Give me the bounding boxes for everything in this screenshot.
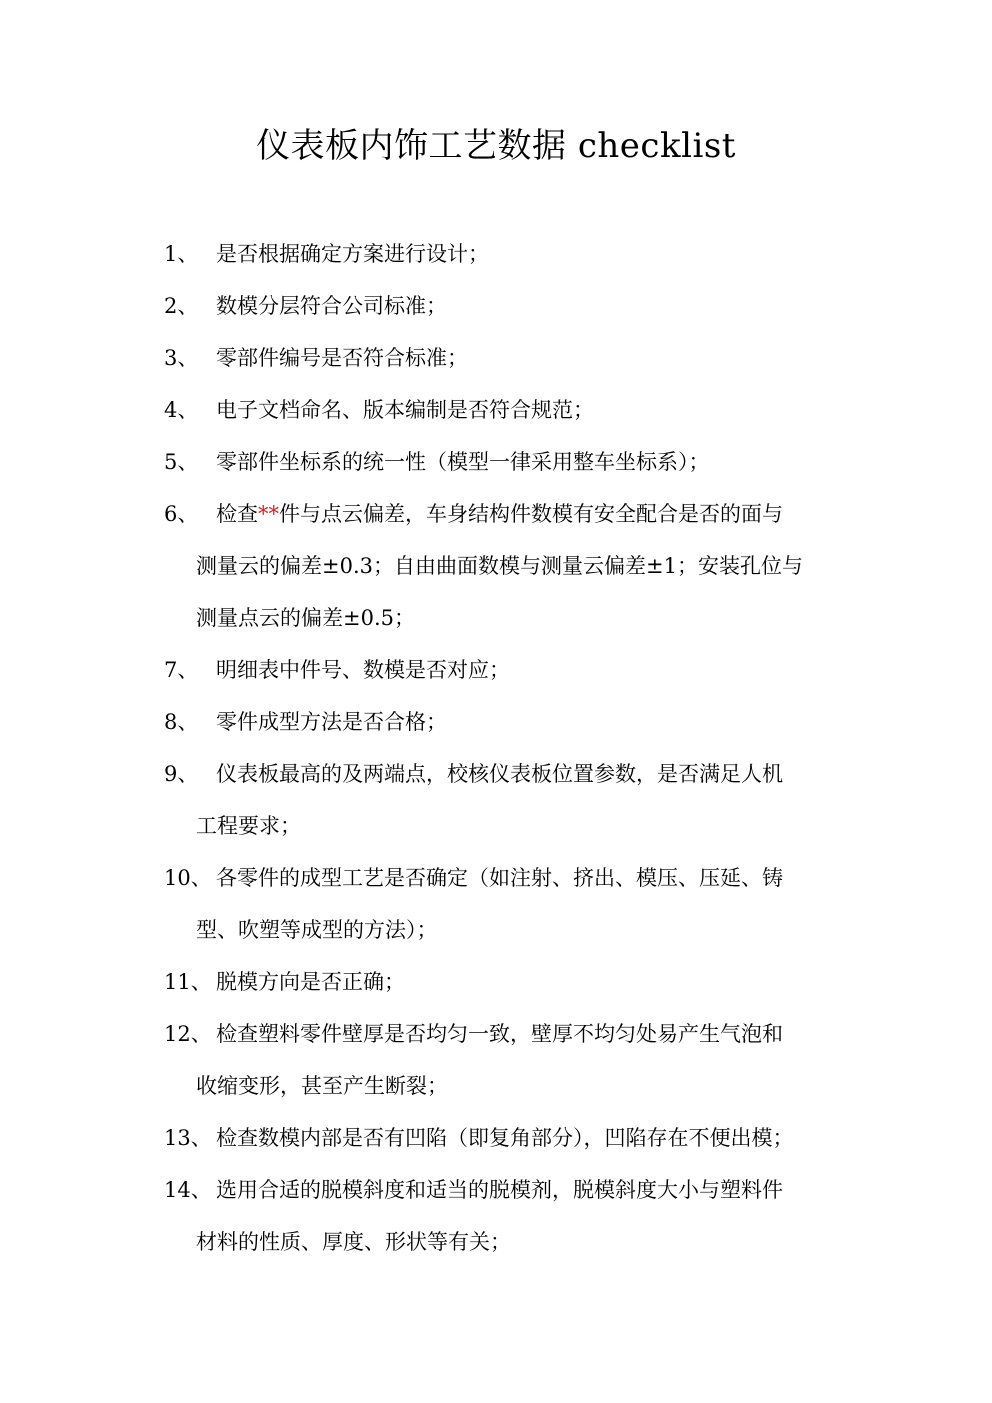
checklist-item-8 bbox=[164, 696, 864, 748]
item-line: 各零件的成型工艺是否确定（如注射、挤出、模压、压延、铸 bbox=[216, 866, 783, 890]
item-text bbox=[216, 332, 864, 384]
item-number: 12、 bbox=[164, 1022, 212, 1046]
checklist bbox=[164, 228, 864, 1268]
checklist-item-5 bbox=[164, 436, 864, 488]
item-number: 1、 bbox=[164, 242, 199, 266]
checklist-item-14 bbox=[164, 1164, 864, 1268]
item-number: 8、 bbox=[164, 710, 199, 734]
checklist-item-12 bbox=[164, 1008, 864, 1112]
item-line: 选用合适的脱模斜度和适当的脱模剂，脱模斜度大小与塑料件 bbox=[216, 1178, 783, 1202]
item-line: 检查塑料零件壁厚是否均匀一致，壁厚不均匀处易产生气泡和 bbox=[216, 1022, 783, 1046]
item-suffix: 件与点云偏差，车身结构件数模有安全配合是否的面与 bbox=[279, 502, 783, 526]
item-line: 检查数模内部是否有凹陷（即复角部分），凹陷存在不便出模； bbox=[216, 1126, 794, 1150]
checklist-item-11 bbox=[164, 956, 864, 1008]
item-line-first bbox=[216, 502, 783, 526]
checklist-item-4 bbox=[164, 384, 864, 436]
item-line: 收缩变形，甚至产生断裂； bbox=[196, 1074, 448, 1098]
document-title: 仪表板内饰工艺数据 checklist bbox=[256, 126, 736, 166]
checklist-item-7 bbox=[164, 644, 864, 696]
item-number: 11、 bbox=[164, 970, 212, 994]
item-line: 数模分层符合公司标准； bbox=[216, 294, 447, 318]
item-line: 型、吹塑等成型的方法）； bbox=[196, 918, 438, 942]
item-number: 2、 bbox=[164, 294, 199, 318]
item-line: 仪表板最高的及两端点，校核仪表板位置参数，是否满足人机 bbox=[216, 762, 783, 786]
item-text bbox=[216, 228, 864, 280]
item-line: 零件成型方法是否合格； bbox=[216, 710, 447, 734]
checklist-item-2 bbox=[164, 280, 864, 332]
item-number: 4、 bbox=[164, 398, 199, 422]
checklist-item-9 bbox=[164, 748, 864, 852]
item-text bbox=[196, 852, 864, 956]
item-text bbox=[216, 436, 864, 488]
item-line: 测量云的偏差±0.3；自由曲面数模与测量云偏差±1；安装孔位与 bbox=[196, 554, 803, 578]
item-text bbox=[196, 488, 864, 644]
item-text bbox=[196, 748, 864, 852]
item-line: 零部件坐标系的统一性（模型一律采用整车坐标系）； bbox=[216, 450, 710, 474]
item-line: 是否根据确定方案进行设计； bbox=[216, 242, 489, 266]
item-line: 明细表中件号、数模是否对应； bbox=[216, 658, 510, 682]
item-text bbox=[216, 1112, 864, 1164]
item-number: 9、 bbox=[164, 762, 199, 786]
item-text bbox=[216, 644, 864, 696]
item-line: 材料的性质、厚度、形状等有关； bbox=[196, 1230, 511, 1254]
item-prefix: 检查 bbox=[216, 502, 258, 526]
item-number: 3、 bbox=[164, 346, 199, 370]
item-number: 6、 bbox=[164, 502, 199, 526]
item-line: 零部件编号是否符合标准； bbox=[216, 346, 468, 370]
item-text bbox=[216, 956, 864, 1008]
item-text bbox=[196, 1164, 864, 1268]
item-text bbox=[216, 280, 864, 332]
item-line: 电子文档命名、版本编制是否符合规范； bbox=[216, 398, 594, 422]
item-line: 脱模方向是否正确； bbox=[216, 970, 405, 994]
item-number: 10、 bbox=[164, 866, 212, 890]
highlight-stars: ** bbox=[258, 502, 279, 526]
checklist-item-6 bbox=[164, 488, 864, 644]
item-number: 13、 bbox=[164, 1126, 212, 1150]
checklist-item-3 bbox=[164, 332, 864, 384]
checklist-item-13 bbox=[164, 1112, 864, 1164]
item-line: 工程要求； bbox=[196, 814, 301, 838]
item-text bbox=[216, 384, 864, 436]
checklist-item-1 bbox=[164, 228, 864, 280]
item-number: 14、 bbox=[164, 1178, 212, 1202]
checklist-item-10 bbox=[164, 852, 864, 956]
item-text bbox=[196, 1008, 864, 1112]
item-text bbox=[216, 696, 864, 748]
item-line: 测量点云的偏差±0.5； bbox=[196, 606, 415, 630]
item-number: 5、 bbox=[164, 450, 199, 474]
item-number: 7、 bbox=[164, 658, 199, 682]
